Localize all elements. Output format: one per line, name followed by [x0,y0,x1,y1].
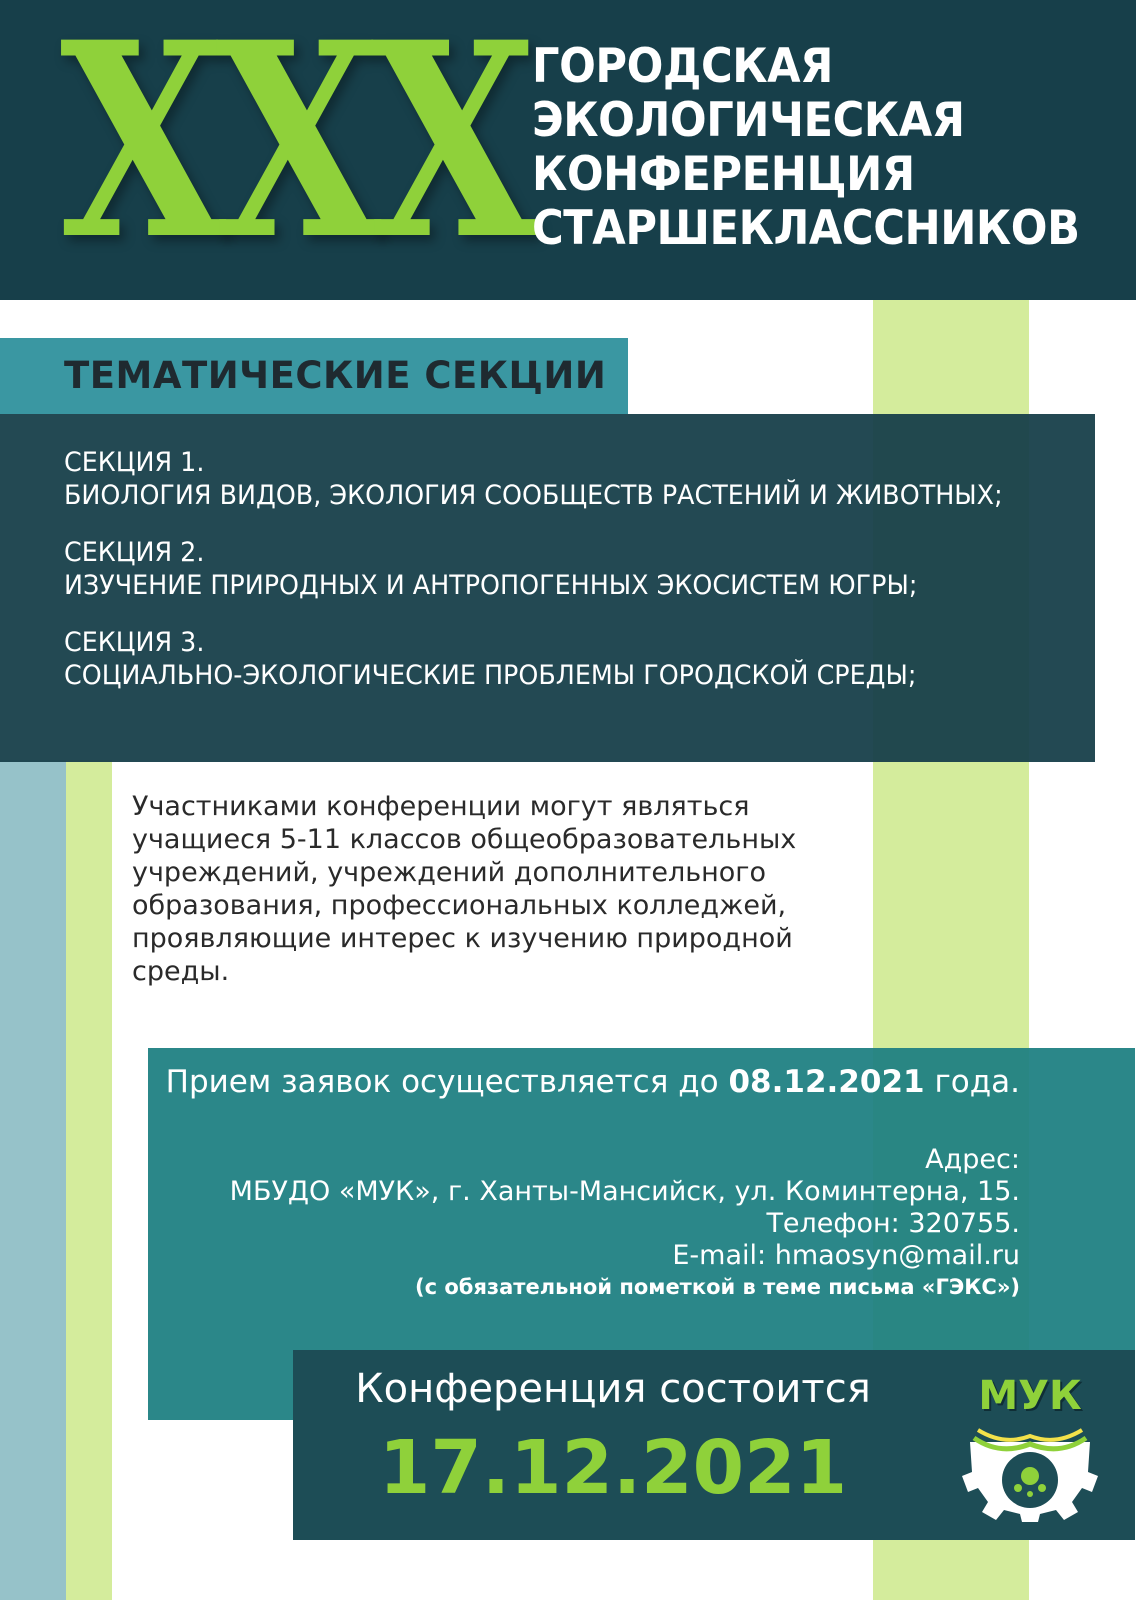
section-list [64,446,1084,716]
roman-numeral: XXX [60,0,526,299]
section-title: ИЗУЧЕНИЕ ПРИРОДНЫХ И АНТРОПОГЕННЫХ ЭКОСИСТЕМ ЮГРЫ; [64,570,918,601]
deadline-suffix: года. [924,1064,1020,1100]
deadline-text [160,1060,1020,1104]
section-title: БИОЛОГИЯ ВИДОВ, ЭКОЛОГИЯ СООБЩЕСТВ РАСТЕНИЙ И ЖИВОТНЫХ; [64,480,1003,511]
participants-text: Участниками конференции могут являться учащиеся 5-11 классов общеобразовательных учреждений, учреждений дополнительного образования, профессиональных колледжей, проявляющие интерес к изучению природной среды. [132,791,797,987]
email-link[interactable]: E-mail: hmaosyn@mail.ru [672,1240,1020,1271]
phone-text: Телефон: 320755. [766,1208,1020,1239]
deadline-prefix: Прием заявок осуществляется до [165,1064,729,1100]
address-label: Адрес: [925,1144,1020,1175]
section-item [64,626,1084,692]
decor-stripe-blue [0,760,66,1600]
section-number: СЕКЦИЯ 3. [64,627,205,658]
title-line: ГОРОДСКАЯ [532,39,833,94]
conference-date: 17.12.2021 [378,1425,848,1511]
contact-block [160,1144,1020,1302]
section-number: СЕКЦИЯ 2. [64,537,205,568]
sections-heading: ТЕМАТИЧЕСКИЕ СЕКЦИИ [64,354,607,397]
title-line: СТАРШЕКЛАССНИКОВ [532,201,1080,256]
section-item [64,446,1084,512]
email-note: (с обязательной пометкой в теме письма «ГЭКС») [415,1275,1020,1299]
address-text: МБУДО «МУК», г. Ханты-Мансийск, ул. Коминтерна, 15. [229,1176,1020,1207]
deadline-date: 08.12.2021 [728,1064,925,1100]
section-title: СОЦИАЛЬНО-ЭКОЛОГИЧЕСКИЕ ПРОБЛЕМЫ ГОРОДСКОЙ СРЕДЫ; [64,660,917,691]
title-line: ЭКОЛОГИЧЕСКАЯ [532,93,965,148]
page-title [532,40,1122,256]
title-line: КОНФЕРЕНЦИЯ [532,147,915,202]
section-number: СЕКЦИЯ 1. [64,447,205,478]
section-item [64,536,1084,602]
conference-label: Конференция состоится [355,1366,871,1412]
logo-wordmark: МУК [978,1373,1082,1419]
decor-stripe-green [66,760,112,1600]
